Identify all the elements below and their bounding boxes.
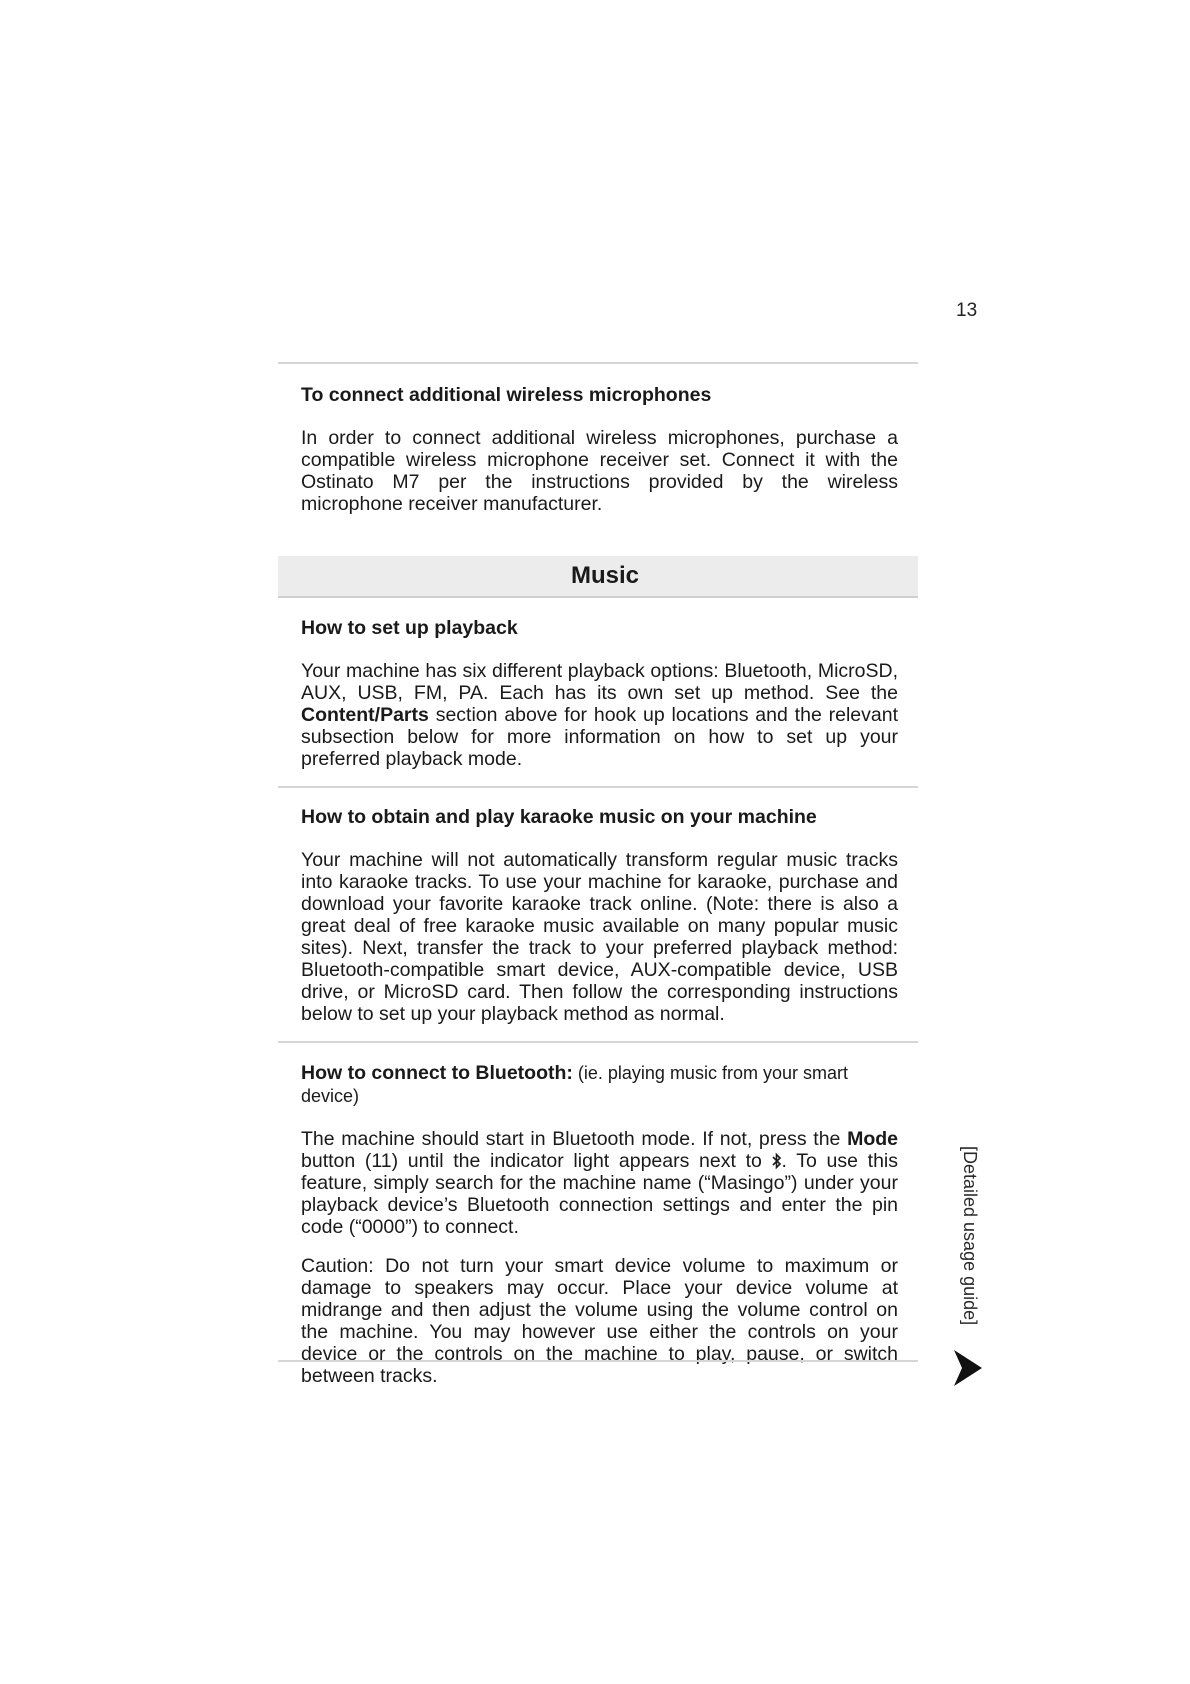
section-body: In order to connect additional wireless microphones, purchase a compatible wireless microphone receiver set. Connect it with the Ostinato M7 per the instructions provided by the wireless microphone receiver manufacturer. — [301, 427, 898, 515]
section-karaoke-music — [301, 806, 898, 1025]
divider — [278, 786, 918, 788]
section-heading: How to set up playback — [301, 617, 518, 639]
side-label: [Detailed usage guide] — [960, 1146, 980, 1326]
divider — [278, 1041, 918, 1043]
bluetooth-instructions: The machine should start in Bluetooth mode. If not, press the Mode button (11) until the indicator light appears next to . To use this feature, simply search for the machine name (“Masingo”) under your playback device’s Bluetooth connection settings and enter the pin code (“0000”) to connect. — [301, 1128, 898, 1238]
section-wireless-microphones — [301, 384, 898, 515]
section-heading: How to connect to Bluetooth: (ie. playing music from your smart device) — [301, 1062, 848, 1106]
mode-bold: Mode — [847, 1128, 898, 1150]
section-heading: To connect additional wireless microphones — [301, 384, 712, 406]
page-number: 13 — [956, 300, 978, 321]
heading-subtitle: (ie. playing music from your smart device) — [301, 1063, 848, 1106]
section-heading: How to obtain and play karaoke music on your machine — [301, 806, 817, 828]
music-section-band — [278, 556, 918, 598]
divider — [278, 1360, 918, 1362]
bluetooth-icon — [772, 1152, 782, 1170]
caution-paragraph: Caution: Do not turn your smart device volume to maximum or damage to speakers may occur. Place your device volume at midrange and then adjust the volume using the volume control on the machine. You may however use either the controls on your device or the controls on the machine to play, pause, or switch between tracks. — [301, 1255, 898, 1387]
section-bluetooth — [301, 1062, 898, 1387]
divider — [278, 362, 918, 364]
content-parts-bold: Content/Parts — [301, 704, 429, 726]
section-setup-playback — [301, 617, 898, 770]
section-body: Your machine will not automatically transform regular music tracks into karaoke tracks. To use your machine for karaoke, purchase and download your favorite karaoke track online. (Note: there is also a great deal of free karaoke music available on many popular music sites). Next, transfer the track to your preferred playback method: Bluetooth-compatible smart device, AUX-compatible device, USB drive, or MicroSD card. Then follow the corresponding instructions below to set up your playback method as normal. — [301, 849, 898, 1025]
brand-logo-icon — [952, 1348, 984, 1388]
music-title: Music — [570, 562, 639, 589]
section-body: Your machine has six different playback options: Bluetooth, MicroSD, AUX, USB, FM, PA. Each has its own set up method. See the Content/Parts section above for hook up locations and the relevant subsection below for more information on how to set up your preferred playback mode. — [301, 660, 898, 770]
